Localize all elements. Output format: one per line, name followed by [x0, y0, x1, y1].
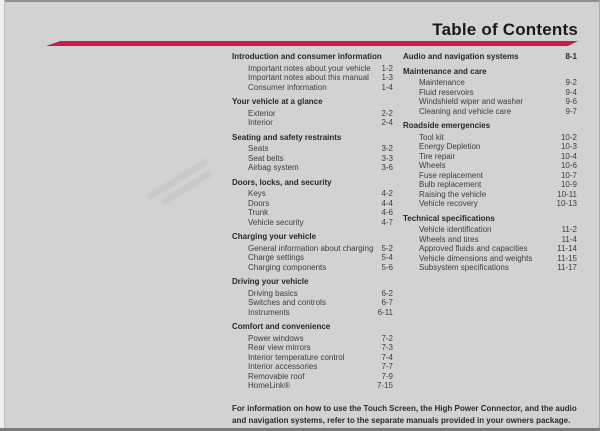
entry-page-number: 11-14 — [557, 244, 577, 253]
toc-section — [403, 214, 577, 273]
toc-entry — [403, 199, 577, 209]
section-heading — [232, 97, 393, 107]
toc-entry — [232, 343, 393, 353]
toc-entry — [403, 97, 577, 107]
toc-column-left — [232, 52, 393, 391]
entry-page-number: 6-7 — [381, 298, 393, 307]
section-title: Doors, locks, and security — [232, 177, 332, 187]
entry-page-number: 7-7 — [381, 362, 393, 371]
section-title: Introduction and consumer information — [232, 52, 382, 61]
entry-page-number: 10-3 — [560, 142, 577, 151]
entry-label: Power windows — [248, 333, 304, 343]
toc-entry — [232, 362, 393, 372]
entry-page-number: 9-4 — [565, 87, 577, 97]
toc-entry — [232, 253, 393, 263]
toc-entry — [232, 154, 393, 164]
entry-label: Exterior — [248, 108, 276, 118]
section-page-number: 8-1 — [565, 52, 577, 61]
entry-page-number: 1-4 — [381, 82, 393, 92]
entry-label: Seat belts — [248, 153, 284, 163]
entry-page-number: 3-6 — [381, 163, 393, 172]
entry-label: Interior — [248, 118, 273, 127]
toc-entry — [403, 190, 577, 200]
entry-page-number: 9-6 — [565, 97, 577, 106]
toc-entry — [232, 163, 393, 173]
toc-entry — [232, 353, 393, 363]
entry-page-number: 10-7 — [560, 170, 577, 180]
entry-label: Keys — [248, 189, 266, 198]
entry-page-number: 10-11 — [557, 189, 577, 199]
entry-label: Vehicle recovery — [419, 199, 478, 208]
toc-entry — [403, 180, 577, 190]
entry-page-number: 5-2 — [381, 243, 393, 253]
section-heading — [403, 214, 577, 224]
entry-label: Charge settings — [248, 253, 305, 262]
section-title: Comfort and convenience — [232, 322, 331, 331]
section-heading — [232, 133, 393, 143]
toc-section — [232, 97, 393, 128]
entry-label: Raising the vehicle — [419, 189, 487, 199]
toc-entry — [232, 144, 393, 154]
accent-swoosh — [46, 41, 578, 46]
entry-label: Tool kit — [419, 132, 444, 142]
section-title: Charging your vehicle — [232, 232, 317, 241]
entry-label: Wheels — [419, 161, 446, 170]
entry-label: Airbag system — [248, 163, 299, 172]
entry-page-number: 7-15 — [376, 381, 393, 390]
section-heading — [403, 121, 577, 131]
toc-entry — [232, 244, 393, 254]
entry-label: Driving basics — [248, 288, 298, 298]
section-heading — [232, 52, 393, 62]
entry-page-number: 4-4 — [381, 198, 393, 208]
entry-label: Approved fluids and capacities — [419, 244, 528, 253]
entry-label: Vehicle identification — [419, 225, 492, 234]
entry-page-number: 11-2 — [561, 225, 577, 234]
toc-section — [232, 322, 393, 391]
section-title: Driving your vehicle — [232, 277, 309, 286]
entry-page-number: 11-17 — [557, 263, 577, 272]
entry-label: Charging components — [248, 262, 327, 272]
entry-page-number: 3-3 — [381, 153, 393, 163]
section-heading — [232, 322, 393, 332]
entry-label: Interior temperature control — [248, 352, 345, 362]
toc-entry — [232, 73, 393, 83]
entry-label: Windshield wiper and washer — [419, 97, 524, 106]
entry-label: Fluid reservoirs — [419, 87, 474, 97]
toc-entry — [232, 83, 393, 93]
toc-section — [232, 232, 393, 272]
toc-entry — [232, 118, 393, 128]
entry-page-number: 5-6 — [381, 262, 393, 272]
toc-entry — [403, 225, 577, 235]
toc-section — [403, 67, 577, 117]
entry-page-number: 3-2 — [381, 144, 393, 153]
entry-label: Removable roof — [248, 371, 305, 381]
toc-entry — [232, 334, 393, 344]
section-title: Maintenance and care — [403, 66, 487, 76]
toc-entry — [403, 152, 577, 162]
entry-page-number: 4-7 — [381, 217, 393, 227]
section-title: Roadside emergencies — [403, 121, 491, 130]
section-heading — [232, 232, 393, 242]
page-edge-top — [0, 0, 600, 2]
toc-entry — [403, 133, 577, 143]
toc-section — [232, 52, 393, 92]
entry-label: Subsystem specifications — [419, 263, 509, 272]
entry-page-number: 11-4 — [561, 234, 577, 244]
entry-label: Rear view mirrors — [248, 343, 311, 352]
entry-page-number: 2-2 — [381, 108, 393, 118]
entry-label: Cleaning and vehicle care — [419, 106, 512, 116]
entry-label: Wheels and tires — [419, 234, 479, 244]
section-title: Seating and safety restraints — [232, 132, 342, 142]
toc-column-right — [403, 52, 577, 273]
section-heading — [403, 67, 577, 77]
entry-page-number: 6-2 — [381, 288, 393, 298]
toc-section — [232, 133, 393, 173]
entry-label: General information about charging — [248, 243, 374, 253]
entry-page-number: 9-7 — [565, 106, 577, 116]
toc-entry — [232, 308, 393, 318]
toc-entry — [232, 372, 393, 382]
toc-entry — [232, 64, 393, 74]
toc-entry — [232, 218, 393, 228]
entry-page-number: 10-13 — [556, 199, 577, 208]
section-title: Technical specifications — [403, 213, 495, 223]
entry-page-number: 10-2 — [560, 132, 577, 142]
entry-page-number: 10-9 — [560, 180, 577, 189]
entry-label: Important notes about your vehicle — [248, 63, 371, 73]
toc-entry — [403, 107, 577, 117]
entry-label: Energy Depletion — [419, 142, 481, 151]
toc-entry — [232, 298, 393, 308]
entry-page-number: 5-4 — [381, 253, 393, 262]
entry-page-number: 9-2 — [565, 78, 577, 87]
entry-page-number: 4-6 — [381, 208, 393, 217]
entry-label: Switches and controls — [248, 298, 326, 307]
toc-section — [403, 52, 577, 62]
entry-page-number: 1-2 — [381, 63, 393, 73]
entry-page-number: 7-3 — [381, 343, 393, 352]
entry-label: Doors — [248, 198, 270, 208]
toc-entry — [403, 88, 577, 98]
page-title: Table of Contents — [432, 20, 578, 39]
entry-label: Vehicle dimensions and weights — [419, 253, 533, 263]
section-heading — [232, 277, 393, 287]
entry-page-number: 7-2 — [381, 333, 393, 343]
toc-entry — [403, 235, 577, 245]
entry-page-number: 4-2 — [381, 189, 393, 198]
toc-entry — [232, 208, 393, 218]
entry-page-number: 2-4 — [381, 118, 393, 127]
toc-section — [403, 121, 577, 209]
entry-label: Fuse replacement — [419, 170, 484, 180]
entry-page-number: 10-6 — [560, 161, 577, 170]
toc-section — [232, 277, 393, 317]
toc-section — [232, 178, 393, 228]
toc-entry — [232, 189, 393, 199]
toc-entry — [403, 78, 577, 88]
entry-label: Seats — [248, 144, 269, 153]
toc-entry — [232, 289, 393, 299]
entry-label: Consumer information — [248, 82, 327, 92]
page-edge-left — [0, 0, 5, 431]
entry-page-number: 6-11 — [377, 307, 393, 317]
section-heading — [403, 52, 577, 62]
entry-page-number: 11-15 — [557, 253, 577, 263]
toc-entry — [232, 199, 393, 209]
section-title: Your vehicle at a glance — [232, 97, 323, 106]
entry-label: Maintenance — [419, 78, 465, 87]
toc-entry — [403, 254, 577, 264]
watermark — [143, 153, 226, 228]
toc-entry — [403, 263, 577, 273]
entry-page-number: 1-3 — [381, 73, 393, 82]
entry-label: Instruments — [248, 307, 290, 317]
section-title: Audio and navigation systems — [403, 52, 519, 61]
entry-label: HomeLink® — [248, 381, 290, 390]
entry-label: Interior accessories — [248, 362, 318, 371]
section-heading — [232, 178, 393, 188]
entry-label: Vehicle security — [248, 217, 304, 227]
entry-page-number: 7-4 — [381, 352, 393, 362]
toc-entry — [232, 381, 393, 391]
entry-label: Important notes about this manual — [248, 73, 369, 82]
toc-entry — [232, 263, 393, 273]
toc-entry — [403, 171, 577, 181]
entry-label: Tire repair — [419, 151, 456, 161]
entry-page-number: 7-9 — [381, 371, 393, 381]
entry-page-number: 10-4 — [560, 151, 577, 161]
entry-label: Trunk — [248, 208, 269, 217]
footer-note: For information on how to use the Touch Screen, the High Power Connector, and the audio and navigation systems, refer to the separate manuals provided in your owners package. — [232, 404, 577, 425]
toc-entry — [403, 161, 577, 171]
toc-entry — [403, 142, 577, 152]
toc-entry — [232, 109, 393, 119]
toc-entry — [403, 244, 577, 254]
entry-label: Bulb replacement — [419, 180, 482, 189]
